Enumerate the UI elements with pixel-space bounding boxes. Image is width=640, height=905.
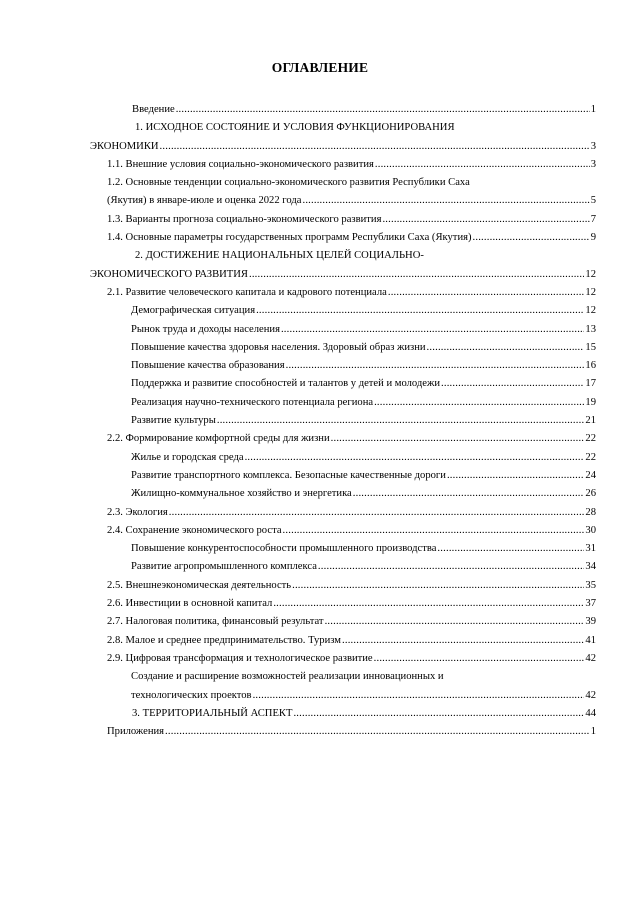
toc-entry-title: 1.3. Варианты прогноза социально-экономического развития	[107, 213, 382, 225]
toc-entry[interactable]	[107, 430, 596, 448]
dot-leader	[281, 321, 584, 339]
toc-entry-title-line[interactable]: 1.2. Основные тенденции социально-экономического развития Республики Саха	[107, 177, 470, 189]
dot-leader	[374, 650, 585, 668]
toc-entry-title: технологических проектов	[131, 689, 252, 701]
dot-leader	[253, 687, 585, 705]
toc-row	[0, 467, 640, 485]
toc-entry-title: Поддержка и развитие способностей и талантов у детей и молодежи	[131, 378, 440, 390]
dot-leader	[283, 522, 585, 540]
toc-entry-title: Демографическая ситуация	[131, 305, 256, 317]
toc-entry-title: ЭКОНОМИКИ	[90, 140, 159, 152]
dot-leader	[292, 577, 584, 595]
dot-leader	[256, 302, 584, 320]
toc-page-number: 21	[585, 415, 596, 427]
toc-entry-title-line[interactable]: Создание и расширение возможностей реализации инновационных и	[131, 671, 444, 683]
toc-page-number: 16	[585, 360, 596, 372]
toc-page-number: 7	[590, 213, 596, 225]
dot-leader	[318, 558, 584, 576]
toc-page-number: 1	[590, 726, 596, 738]
toc-entry[interactable]	[131, 558, 596, 576]
toc-entry-title: Развитие культуры	[131, 415, 216, 427]
toc-row	[0, 504, 640, 522]
toc-entry-title-line[interactable]: 1. ИСХОДНОЕ СОСТОЯНИЕ И УСЛОВИЯ ФУНКЦИОНИРОВАНИЯ	[135, 122, 455, 134]
dot-leader	[353, 485, 585, 503]
toc-page-number: 26	[585, 488, 596, 500]
toc-entry[interactable]	[107, 577, 596, 595]
toc-row	[0, 577, 640, 595]
toc-row	[0, 211, 640, 229]
dot-leader	[245, 449, 585, 467]
toc-page-number: 41	[585, 634, 596, 646]
toc-row	[0, 247, 640, 265]
toc-page-number: 12	[585, 286, 596, 298]
dot-leader	[382, 211, 589, 229]
toc-entry[interactable]	[131, 467, 596, 485]
dot-leader	[165, 723, 590, 741]
toc-row	[0, 101, 640, 119]
toc-entry[interactable]	[107, 522, 596, 540]
toc-entry[interactable]	[90, 266, 596, 284]
toc-entry-title: Приложения	[107, 726, 165, 738]
dot-leader	[331, 430, 585, 448]
toc-row	[0, 321, 640, 339]
toc-entry-title: 2.1. Развитие человеческого капитала и кадрового потенциала	[107, 286, 387, 298]
toc-entry-title: 2.8. Малое и среднее предпринимательство. Туризм	[107, 634, 342, 646]
toc-entry[interactable]	[131, 485, 596, 503]
toc-entry[interactable]	[107, 504, 596, 522]
toc-row	[0, 485, 640, 503]
toc-row	[0, 229, 640, 247]
toc-entry-title: ЭКОНОМИЧЕСКОГО РАЗВИТИЯ	[90, 268, 248, 280]
toc-entry[interactable]	[131, 394, 596, 412]
toc-row	[0, 156, 640, 174]
toc-page-number: 12	[585, 305, 596, 317]
toc-row	[0, 119, 640, 137]
toc-entry-title: 2.5. Внешнеэкономическая деятельность	[107, 579, 292, 591]
dot-leader	[249, 266, 584, 284]
toc-entry[interactable]	[107, 650, 596, 668]
toc-row	[0, 284, 640, 302]
toc-entry[interactable]	[131, 375, 596, 393]
toc-page-number: 22	[585, 433, 596, 445]
toc-row	[0, 339, 640, 357]
toc-page-number: 42	[585, 652, 596, 664]
toc-row	[0, 613, 640, 631]
toc-page-number: 44	[585, 707, 596, 719]
toc-entry-title-line[interactable]: 2. ДОСТИЖЕНИЕ НАЦИОНАЛЬНЫХ ЦЕЛЕЙ СОЦИАЛЬНО-	[135, 250, 424, 262]
toc-entry[interactable]	[131, 412, 596, 430]
toc-row	[0, 650, 640, 668]
toc-entry[interactable]	[131, 339, 596, 357]
dot-leader	[325, 613, 585, 631]
dot-leader	[342, 632, 584, 650]
toc-entry[interactable]	[107, 156, 596, 174]
toc-entry-title: Повышение качества образования	[131, 360, 285, 372]
toc-page-number: 5	[590, 195, 596, 207]
toc-row	[0, 266, 640, 284]
toc-page-number: 17	[585, 378, 596, 390]
dot-leader	[447, 467, 584, 485]
toc-entry[interactable]	[107, 192, 596, 210]
toc-entry[interactable]	[131, 357, 596, 375]
toc-entry[interactable]	[131, 449, 596, 467]
toc-entry-title: 1.4. Основные параметры государственных программ Республики Саха (Якутия)	[107, 232, 472, 244]
toc-page-number: 37	[585, 598, 596, 610]
table-of-contents	[0, 101, 640, 741]
dot-leader	[169, 504, 585, 522]
toc-page-number: 28	[585, 506, 596, 518]
toc-entry-title: Жилье и городская среда	[131, 451, 244, 463]
toc-entry[interactable]	[107, 595, 596, 613]
toc-row	[0, 558, 640, 576]
toc-page-number: 31	[585, 543, 596, 555]
toc-entry-title: 2.9. Цифровая трансформация и технологическое развитие	[107, 652, 373, 664]
dot-leader	[374, 394, 584, 412]
toc-entry[interactable]	[131, 540, 596, 558]
dot-leader	[375, 156, 590, 174]
toc-entry-title: Жилищно-коммунальное хозяйство и энергетика	[131, 488, 352, 500]
toc-title: ОГЛАВЛЕНИЕ	[271, 60, 369, 75]
toc-row	[0, 174, 640, 192]
toc-row	[0, 192, 640, 210]
toc-entry-title: Рынок труда и доходы населения	[131, 323, 280, 335]
toc-entry[interactable]	[131, 687, 596, 705]
toc-entry[interactable]	[107, 632, 596, 650]
toc-row	[0, 357, 640, 375]
toc-page-number: 12	[585, 268, 596, 280]
toc-entry-title: Повышение конкурентоспособности промышленного производства	[131, 543, 437, 555]
toc-entry[interactable]	[90, 138, 596, 156]
toc-entry-title: 2.2. Формирование комфортной среды для жизни	[107, 433, 330, 445]
toc-entry[interactable]	[107, 229, 596, 247]
toc-row	[0, 540, 640, 558]
toc-row	[0, 723, 640, 741]
toc-page-number: 34	[585, 561, 596, 573]
toc-row	[0, 687, 640, 705]
toc-row	[0, 412, 640, 430]
toc-entry-title: Повышение качества здоровья населения. Здоровый образ жизни	[131, 341, 426, 353]
toc-row	[0, 394, 640, 412]
toc-page-number: 19	[585, 396, 596, 408]
toc-entry-title: Развитие агропромышленного комплекса	[131, 561, 317, 573]
dot-leader	[273, 595, 584, 613]
toc-row	[0, 522, 640, 540]
dot-leader	[176, 101, 590, 119]
toc-entry-title: 2.6. Инвестиции в основной капитал	[107, 598, 273, 610]
toc-row	[0, 705, 640, 723]
toc-entry[interactable]	[107, 284, 596, 302]
toc-entry-title: 3. ТЕРРИТОРИАЛЬНЫЙ АСПЕКТ	[132, 707, 293, 719]
toc-row	[0, 375, 640, 393]
toc-entry-title: 2.7. Налоговая политика, финансовый результат	[107, 616, 324, 628]
toc-entry-title: Развитие транспортного комплекса. Безопасные качественные дороги	[131, 469, 446, 481]
toc-row	[0, 632, 640, 650]
toc-page-number: 3	[590, 140, 596, 152]
toc-entry[interactable]	[107, 723, 596, 741]
toc-entry[interactable]	[131, 302, 596, 320]
dot-leader	[437, 540, 584, 558]
toc-row	[0, 138, 640, 156]
toc-page-number: 42	[585, 689, 596, 701]
toc-entry-title: Введение	[132, 104, 175, 115]
toc-entry-title: 2.4. Сохранение экономического роста	[107, 524, 282, 536]
dot-leader	[388, 284, 585, 302]
toc-entry-title: 2.3. Экология	[107, 506, 168, 518]
toc-entry-title: (Якутия) в январе-июле и оценка 2022 года	[107, 195, 302, 207]
toc-page-number: 9	[590, 232, 596, 244]
dot-leader	[217, 412, 585, 430]
toc-entry[interactable]	[132, 705, 596, 723]
toc-row	[0, 449, 640, 467]
dot-leader	[427, 339, 585, 357]
toc-entry[interactable]	[131, 321, 596, 339]
toc-entry[interactable]	[132, 101, 596, 119]
toc-entry[interactable]	[107, 613, 596, 631]
toc-page-number: 30	[585, 524, 596, 536]
toc-page-number: 3	[590, 158, 596, 170]
dot-leader	[473, 229, 590, 247]
dot-leader	[286, 357, 585, 375]
toc-row	[0, 595, 640, 613]
toc-row	[0, 430, 640, 448]
toc-page-number: 13	[585, 323, 596, 335]
toc-entry[interactable]	[107, 211, 596, 229]
toc-page-number: 15	[585, 341, 596, 353]
toc-row	[0, 302, 640, 320]
dot-leader	[441, 375, 584, 393]
toc-page-number: 22	[585, 451, 596, 463]
dot-leader	[160, 138, 590, 156]
toc-page-number: 35	[585, 579, 596, 591]
toc-row	[0, 668, 640, 686]
dot-leader	[302, 192, 589, 210]
toc-page-number: 1	[590, 104, 596, 115]
toc-page-number: 39	[585, 616, 596, 628]
toc-entry-title: Реализация научно-технического потенциала региона	[131, 396, 374, 408]
dot-leader	[293, 705, 584, 723]
toc-page-number: 24	[585, 469, 596, 481]
toc-entry-title: 1.1. Внешние условия социально-экономического развития	[107, 158, 374, 170]
